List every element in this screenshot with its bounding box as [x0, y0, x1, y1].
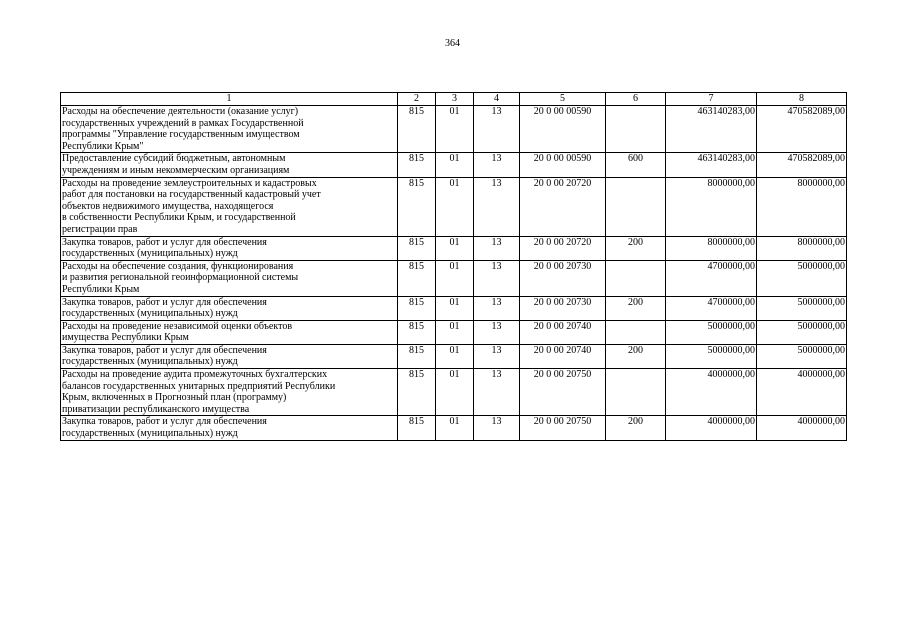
target-article-cell: 20 0 00 20720 [520, 177, 606, 236]
amount-year1-cell: 463140283,00 [666, 153, 757, 177]
department-code-cell: 815 [398, 296, 436, 320]
table-row [61, 177, 847, 236]
subsection-code-cell: 13 [474, 369, 520, 416]
amount-year2-cell: 5000000,00 [757, 296, 847, 320]
expense-type-cell: 200 [606, 416, 666, 440]
expense-type-cell: 200 [606, 236, 666, 260]
amount-year1-cell: 5000000,00 [666, 344, 757, 368]
department-code-cell: 815 [398, 369, 436, 416]
amount-year1-cell: 4000000,00 [666, 369, 757, 416]
section-code-cell: 01 [436, 344, 474, 368]
expense-name-cell: Закупка товаров, работ и услуг для обеспечения государственных (муниципальных) нужд [61, 416, 398, 440]
expense-name-cell: Расходы на проведение землеустроительных и кадастровых работ для постановки на государственный кадастровый учет объектов недвижимого имущества, находящегося в собственности Республики Крым, и государственной регистрации прав [61, 177, 398, 236]
amount-year2-cell: 5000000,00 [757, 260, 847, 296]
amount-year2-cell: 4000000,00 [757, 369, 847, 416]
department-code-cell: 815 [398, 416, 436, 440]
target-article-cell: 20 0 00 20740 [520, 320, 606, 344]
target-article-cell: 20 0 00 00590 [520, 153, 606, 177]
amount-year2-cell: 470582089,00 [757, 106, 847, 153]
table-row [61, 416, 847, 440]
amount-year1-cell: 8000000,00 [666, 177, 757, 236]
amount-year1-cell: 5000000,00 [666, 320, 757, 344]
department-code-cell: 815 [398, 106, 436, 153]
amount-year2-cell: 470582089,00 [757, 153, 847, 177]
amount-year1-cell: 8000000,00 [666, 236, 757, 260]
amount-year1-cell: 4700000,00 [666, 260, 757, 296]
section-code-cell: 01 [436, 369, 474, 416]
expense-type-cell: 600 [606, 153, 666, 177]
column-header-2: 2 [398, 93, 436, 106]
section-code-cell: 01 [436, 320, 474, 344]
table-header-row [61, 93, 847, 106]
page-number: 364 [445, 38, 460, 49]
amount-year1-cell: 463140283,00 [666, 106, 757, 153]
column-header-8: 8 [757, 93, 847, 106]
target-article-cell: 20 0 00 00590 [520, 106, 606, 153]
expense-name-cell: Закупка товаров, работ и услуг для обеспечения государственных (муниципальных) нужд [61, 344, 398, 368]
subsection-code-cell: 13 [474, 106, 520, 153]
subsection-code-cell: 13 [474, 177, 520, 236]
expense-type-cell [606, 177, 666, 236]
expense-name-cell: Расходы на обеспечение создания, функционирования и развития региональной геоинформационной системы Республики Крым [61, 260, 398, 296]
section-code-cell: 01 [436, 153, 474, 177]
column-header-3: 3 [436, 93, 474, 106]
section-code-cell: 01 [436, 260, 474, 296]
subsection-code-cell: 13 [474, 296, 520, 320]
target-article-cell: 20 0 00 20750 [520, 369, 606, 416]
expense-type-cell [606, 106, 666, 153]
column-header-7: 7 [666, 93, 757, 106]
column-header-4: 4 [474, 93, 520, 106]
column-header-1: 1 [61, 93, 398, 106]
expense-name-cell: Закупка товаров, работ и услуг для обеспечения государственных (муниципальных) нужд [61, 236, 398, 260]
expense-type-cell: 200 [606, 296, 666, 320]
table-row [61, 153, 847, 177]
section-code-cell: 01 [436, 416, 474, 440]
target-article-cell: 20 0 00 20720 [520, 236, 606, 260]
subsection-code-cell: 13 [474, 320, 520, 344]
amount-year2-cell: 4000000,00 [757, 416, 847, 440]
amount-year1-cell: 4700000,00 [666, 296, 757, 320]
subsection-code-cell: 13 [474, 416, 520, 440]
table-row [61, 236, 847, 260]
table-row [61, 320, 847, 344]
expense-name-cell: Закупка товаров, работ и услуг для обеспечения государственных (муниципальных) нужд [61, 296, 398, 320]
amount-year1-cell: 4000000,00 [666, 416, 757, 440]
amount-year2-cell: 5000000,00 [757, 344, 847, 368]
expense-name-cell: Расходы на проведение независимой оценки объектов имущества Республики Крым [61, 320, 398, 344]
department-code-cell: 815 [398, 177, 436, 236]
column-header-6: 6 [606, 93, 666, 106]
target-article-cell: 20 0 00 20750 [520, 416, 606, 440]
table-row [61, 296, 847, 320]
section-code-cell: 01 [436, 236, 474, 260]
department-code-cell: 815 [398, 320, 436, 344]
subsection-code-cell: 13 [474, 260, 520, 296]
department-code-cell: 815 [398, 260, 436, 296]
subsection-code-cell: 13 [474, 236, 520, 260]
subsection-code-cell: 13 [474, 153, 520, 177]
expense-name-cell: Предоставление субсидий бюджетным, автономным учреждениям и иным некоммерческим организациям [61, 153, 398, 177]
amount-year2-cell: 8000000,00 [757, 236, 847, 260]
table-row [61, 369, 847, 416]
section-code-cell: 01 [436, 106, 474, 153]
column-header-5: 5 [520, 93, 606, 106]
target-article-cell: 20 0 00 20740 [520, 344, 606, 368]
subsection-code-cell: 13 [474, 344, 520, 368]
expense-name-cell: Расходы на обеспечение деятельности (оказание услуг) государственных учреждений в рамках Государственной программы "Управление государственным имуществом Республики Крым" [61, 106, 398, 153]
table-body [61, 106, 847, 441]
table-row [61, 344, 847, 368]
table-row [61, 260, 847, 296]
expense-type-cell [606, 260, 666, 296]
budget-table [60, 92, 847, 441]
section-code-cell: 01 [436, 177, 474, 236]
table-row [61, 106, 847, 153]
amount-year2-cell: 8000000,00 [757, 177, 847, 236]
department-code-cell: 815 [398, 153, 436, 177]
expense-type-cell [606, 369, 666, 416]
department-code-cell: 815 [398, 344, 436, 368]
target-article-cell: 20 0 00 20730 [520, 296, 606, 320]
expense-name-cell: Расходы на проведение аудита промежуточных бухгалтерских балансов государственных унитарных предприятий Республики Крым, включенных в Прогнозный план (программу) приватизации республиканского имущества [61, 369, 398, 416]
department-code-cell: 815 [398, 236, 436, 260]
amount-year2-cell: 5000000,00 [757, 320, 847, 344]
expense-type-cell: 200 [606, 344, 666, 368]
target-article-cell: 20 0 00 20730 [520, 260, 606, 296]
expense-type-cell [606, 320, 666, 344]
section-code-cell: 01 [436, 296, 474, 320]
